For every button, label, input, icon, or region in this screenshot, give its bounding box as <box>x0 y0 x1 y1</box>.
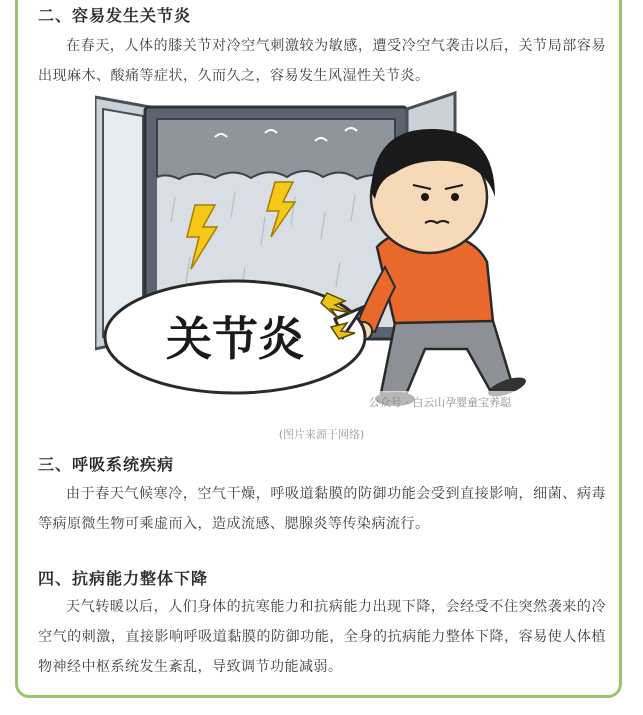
image-caption: (图片来源于网络) <box>278 428 365 441</box>
svg-text:公众号 · 白云山孕婴童宝养聪: 公众号 · 白云山孕婴童宝养聪 <box>368 396 512 409</box>
section-body-arthritis: 在春天，人体的膝关节对冷空气刺激较为敏感，遭受冷空气袭击以后，关节局部容易出现麻木、酸痛等症状，久而久之，容易发生风湿性关节炎。 <box>38 38 606 84</box>
section-body-respiratory: 由于春天气候寒冷，空气干燥，呼吸道黏膜的防御功能会受到直接影响，细菌、病毒等病原微生物可乘虚而入，造成流感、腮腺炎等传染病流行。 <box>38 486 606 532</box>
section-title-immunity: 四、抗病能力整体下降 <box>38 569 209 588</box>
watermark <box>335 391 545 413</box>
speech-bubble-text: 关节炎 <box>166 312 304 366</box>
section-title-respiratory: 三、呼吸系统疾病 <box>38 455 175 474</box>
arthritis-illustration <box>95 87 545 415</box>
section-body-immunity: 天气转暖以后，人们身体的抗寒能力和抗病能力出现下降，会经受不住突然袭来的冷空气的刺激，直接影响呼吸道黏膜的防御功能，全身的抗病能力整体下降，容易使人体植物神经中枢系统发生紊乱，导致调节功能减弱。 <box>38 599 606 675</box>
section-title-arthritis: 二、容易发生关节炎 <box>38 6 192 25</box>
